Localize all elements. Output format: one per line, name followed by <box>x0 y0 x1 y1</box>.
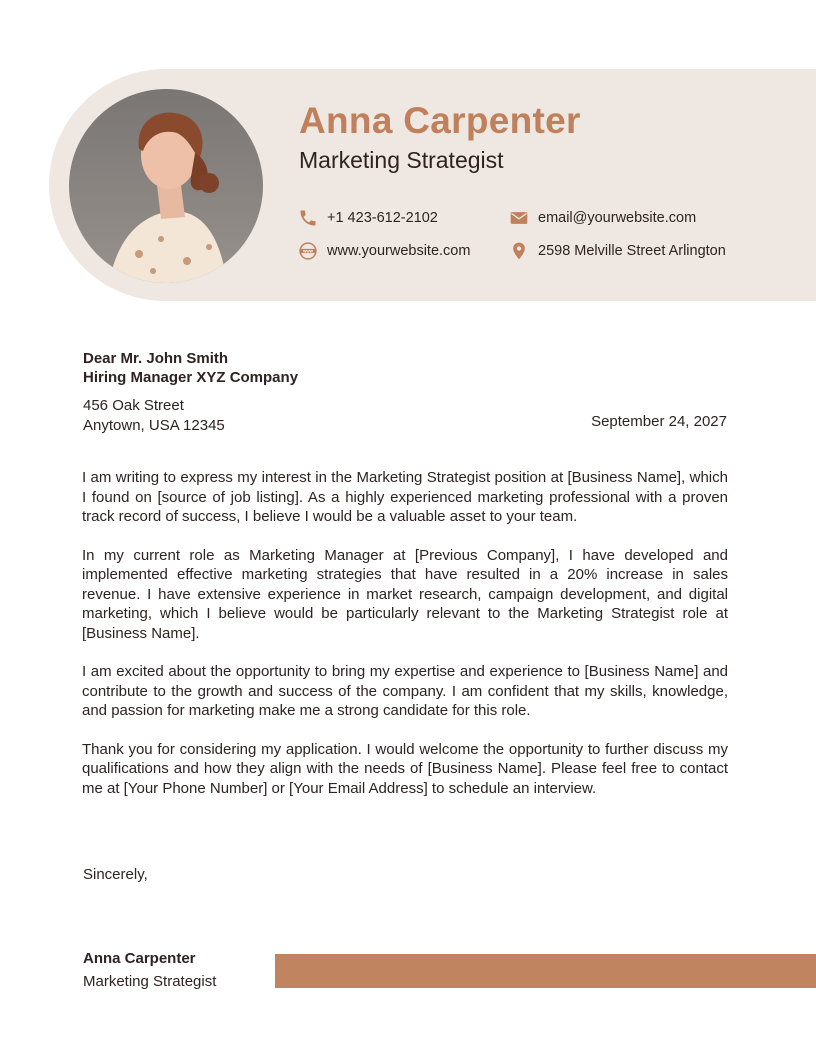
contact-address <box>509 241 726 261</box>
recipient-block <box>83 349 298 387</box>
body-paragraph: Thank you for considering my application. I would welcome the opportunity to further discuss my qualifications and how they align with the needs of [Business Name]. Please feel free to contact me at [Your Phone Number] or [Your Email Address] to schedule an interview. <box>82 740 728 797</box>
globe-icon <box>298 241 318 261</box>
contact-website <box>298 241 470 261</box>
address-street: 456 Oak Street <box>83 397 184 414</box>
recipient-salutation: Dear Mr. John Smith <box>83 350 229 367</box>
recipient-title: Hiring Manager XYZ Company <box>83 369 299 386</box>
address-city: Anytown, USA 12345 <box>83 417 225 434</box>
phone-text[interactable]: +1 423-612-2102 <box>327 210 438 226</box>
portrait-illustration <box>69 89 263 283</box>
signature-name: Anna Carpenter <box>83 950 196 967</box>
applicant-name: Anna Carpenter <box>299 100 581 141</box>
footer-accent-bar <box>275 954 816 988</box>
contact-phone <box>298 208 438 228</box>
address-text: 2598 Melville Street Arlington <box>538 243 726 259</box>
letter-body <box>82 468 728 817</box>
location-pin-icon <box>509 241 529 261</box>
body-paragraph: I am writing to express my interest in the Marketing Strategist position at [Business Name], which I found on [source of job listing]. As a highly experienced marketing professional with a proven track record of success, I believe I would be a valuable asset to your team. <box>82 469 728 525</box>
letter-closing: Sincerely, <box>83 866 148 883</box>
envelope-icon <box>509 208 529 228</box>
applicant-role: Marketing Strategist <box>299 147 504 173</box>
email-text[interactable]: email@yourwebsite.com <box>538 210 697 226</box>
svg-text:WWW: WWW <box>303 249 313 254</box>
body-paragraph: I am excited about the opportunity to bring my expertise and experience to [Business Name] and contribute to the growth and success of the company. I am confident that my skills, knowledge, and passion for marketing make me a strong candidate for this role. <box>82 663 728 719</box>
website-text[interactable]: www.yourwebsite.com <box>327 243 471 259</box>
body-paragraph: In my current role as Marketing Manager at [Previous Company], I have developed and implemented effective marketing strategies that have resulted in a 20% increase in sales revenue. I have extensive experience in market research, campaign development, and digital marketing, which I believe would be particularly relevant to the Marketing Strategist role at [Business Name]. <box>82 546 728 642</box>
recipient-address <box>83 396 225 436</box>
letter-date: September 24, 2027 <box>591 413 727 430</box>
contact-email <box>509 208 696 228</box>
phone-icon <box>298 208 318 228</box>
signature-role: Marketing Strategist <box>83 973 217 990</box>
profile-photo <box>69 89 263 283</box>
